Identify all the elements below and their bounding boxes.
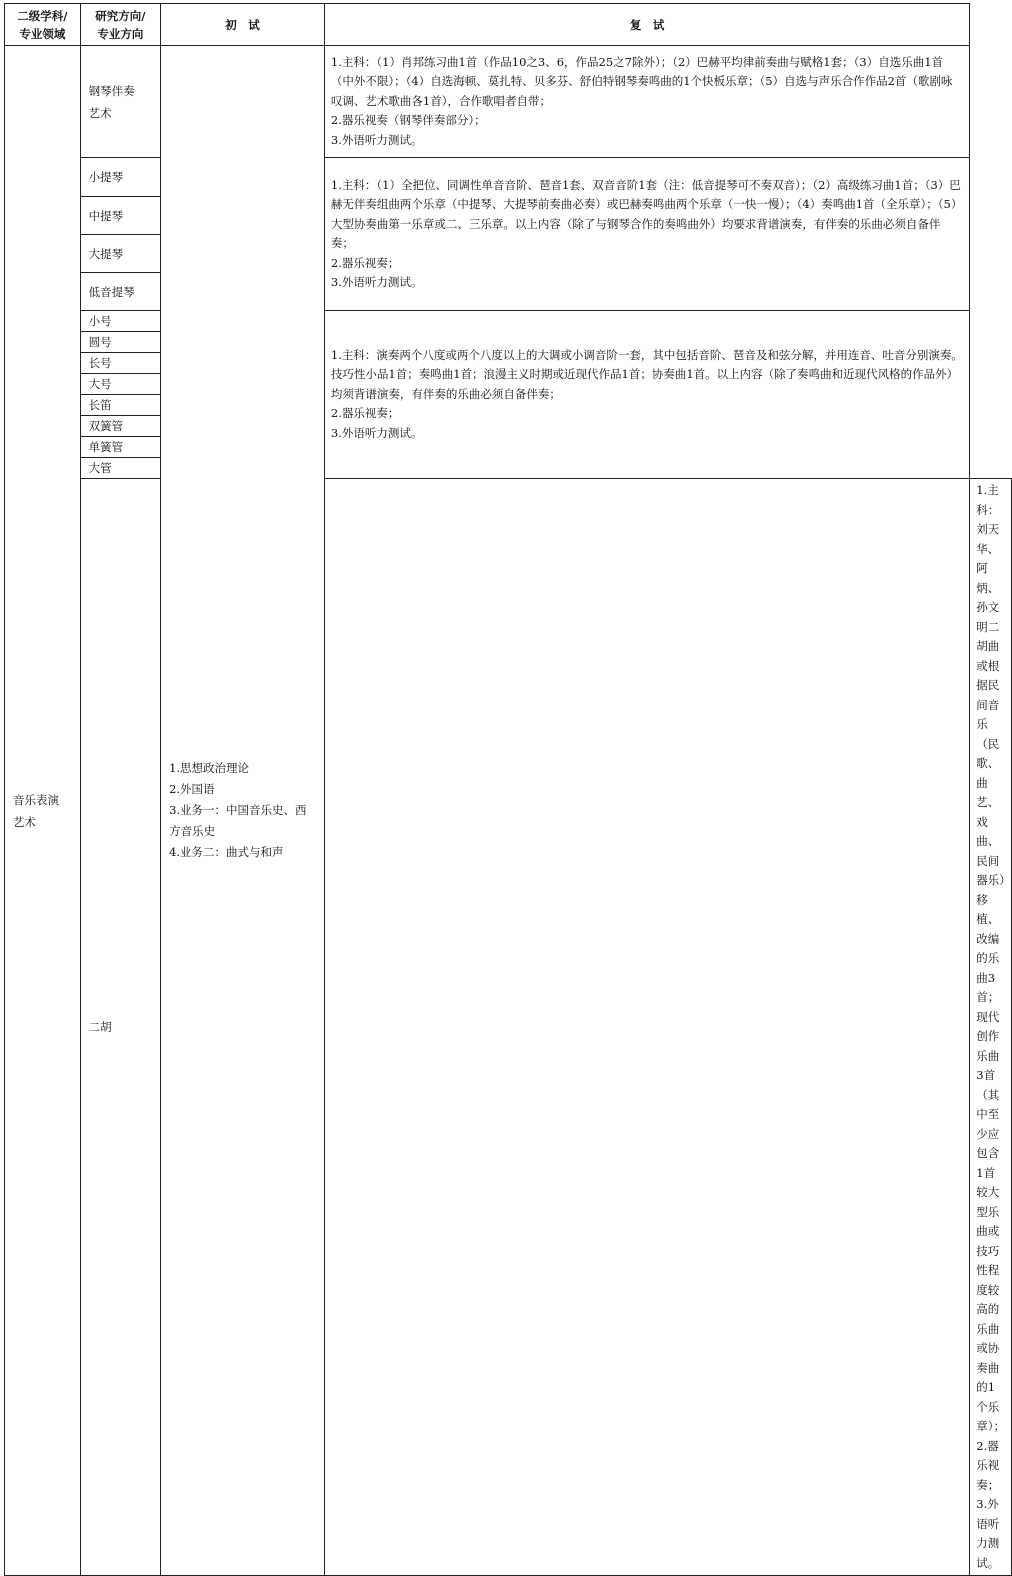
direction-trombone: 长号 [80,353,160,374]
direction-piano-accompaniment [80,46,160,158]
direction-piano-line-1: 钢琴伴奏 [88,83,135,98]
retest-winds-item-2: 2.器乐视奏； [330,406,400,421]
direction-french-horn: 圆号 [80,332,160,353]
retest-strings-item-2: 2.器乐视奏； [330,255,400,270]
row-trumpet [5,311,1012,332]
retest-erhu-item-2: 2.器乐视奏； [976,1438,1000,1492]
retest-winds-item-3: 3.外语听力测试。 [330,425,423,440]
discipline-line-1: 音乐表演 [13,792,59,807]
direction-viola: 中提琴 [80,197,160,235]
direction-violin: 小提琴 [80,158,160,197]
header-direction [80,4,160,46]
direction-trumpet: 小号 [80,311,160,332]
retest-erhu-item-1: 1.主科：刘天华、阿炳、孙文明二胡曲或根据民间音乐（民歌、曲艺、戏曲、民间器乐）移植、改编的乐曲3首；现代创作乐曲3首（其中至少应包含1首较大型乐曲或技巧性程度较高的乐曲或协奏曲的1个乐章）； [976,483,1005,1433]
discipline-line-2: 艺术 [13,814,36,829]
header-discipline-line-1: 二级学科/ [17,8,68,23]
retest-winds-item-1: 1.主科：演奏两个八度或两个八度以上的大调或小调音阶一套，其中包括音阶、琶音及和弦分解，并用连音、吐音分别演奏。技巧性小品1首；奏鸣曲1首；浪漫主义时期或近现代作品1首；协奏曲1首。以上内容（除了奏鸣曲和近现代风格的作品外）均须背谱演奏，有伴奏的乐曲必须自备伴奏； [330,347,963,401]
retest-piano-item-3: 3.外语听力测试。 [330,132,423,147]
preliminary-item-1: 1.思想政治理论 [169,761,250,775]
admission-requirements-table [4,3,1012,1576]
row-erhu [5,479,1012,1576]
retest-erhu-item-3: 3.外语听力测试。 [976,1497,1000,1570]
direction-piano-line-2: 艺术 [88,105,112,120]
direction-tuba: 大号 [80,374,160,395]
direction-double-bass: 低音提琴 [80,273,160,311]
direction-bassoon: 大管 [80,458,160,479]
header-row [5,4,1012,46]
direction-clarinet: 单簧管 [80,437,160,458]
preliminary-exam-cell [161,46,325,1576]
row-piano-accompaniment [5,46,1012,158]
retest-winds [324,311,969,479]
preliminary-item-2: 2.外国语 [169,782,215,796]
retest-strings-item-3: 3.外语听力测试。 [330,275,423,289]
retest-strings [324,158,969,311]
header-direction-line-2: 专业方向 [97,26,144,41]
row-violin [5,158,1012,197]
direction-flute: 长笛 [80,395,160,416]
retest-piano-item-2: 2.器乐视奏（钢琴伴奏部分）； [330,113,486,128]
retest-piano-item-1: 1.主科：（1）肖邦练习曲1首（作品10之3、6，作品25之7除外）；（2）巴赫平均律前奏曲与赋格1套；（3）自选乐曲1首（中外不限）；（4）自选海顿、莫扎特、贝多芬、舒伯特钢琴奏鸣曲的1个快板乐章；（5）自选与声乐合作作品2首（歌剧咏叹调、艺术歌曲各1首），合作歌唱者自带； [330,54,953,108]
preliminary-item-3: 3.业务一：中国音乐史、西方音乐史 [169,803,307,838]
header-direction-line-1: 研究方向/ [95,8,146,23]
discipline-cell [5,46,81,1576]
header-preliminary: 初 试 [161,4,325,46]
header-discipline-line-2: 专业领域 [19,26,66,41]
preliminary-item-4: 4.业务二：曲式与和声 [169,845,284,859]
preliminary-empty-cell [324,479,969,1576]
retest-piano-accompaniment [324,46,969,158]
direction-erhu: 二胡 [80,479,160,1576]
direction-cello: 大提琴 [80,235,160,273]
header-retest: 复 试 [324,4,969,46]
retest-erhu [970,479,1012,1576]
header-discipline [5,4,81,46]
retest-strings-item-1: 1.主科：（1）全把位、同调性单音音阶、琶音1套、双音音阶1套（注：低音提琴可不奏双音）；（2）高级练习曲1首；（3）巴赫无伴奏组曲两个乐章（中提琴、大提琴前奏曲必奏）或巴赫奏鸣曲两个乐章（一快一慢）；（4）奏鸣曲1首（全乐章）；（5）大型协奏曲第一乐章或二、三乐章。以上内容（除了与钢琴合作的奏鸣曲外）均要求背谱演奏，有伴奏的乐曲必须自备伴奏； [330,177,963,250]
direction-oboe: 双簧管 [80,416,160,437]
